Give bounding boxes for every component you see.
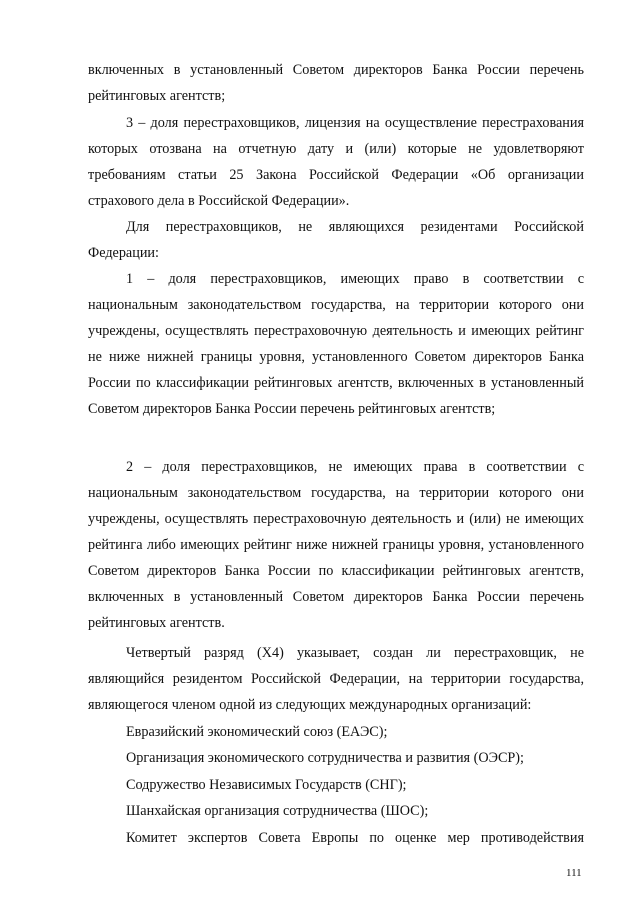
list-item: Евразийский экономический союз (ЕАЭС); [126,724,388,740]
list-item: Шанхайская организация сотрудничества (ШОС); [126,803,429,819]
paragraph-continued: Комитет экспертов Совета Европы по оценке мер противодействия [126,830,584,846]
paragraph-4: 1 – доля перестраховщиков, имеющих право в соответствии с национальным законодательством государства, на территории которого они учреждены, осуществлять перестраховочную деятельность и имеющих рейтинг не ниже нижней границы уровня, установленного Советом директоров Банка России по классификации рейтинговых агентств, включенных в установленный Советом директоров Банка России перечень рейтинговых агентств; [88,271,584,417]
paragraph-6: Четвертый разряд (Х4) указывает, создан ли перестраховщик, не являющийся резидентом Российской Федерации, на территории государства, являющегося членом одной из следующих международных организаций: [88,645,584,713]
list-item: Содружество Независимых Государств (СНГ); [126,777,407,793]
paragraph-3: Для перестраховщиков, не являющихся резидентами Российской Федерации: [88,219,584,261]
paragraph-5: 2 – доля перестраховщиков, не имеющих права в соответствии с национальным законодательством государства, на территории которого они учреждены, осуществлять перестраховочную деятельность и (или) не имеющих рейтинга либо имеющих рейтинг ниже нижней границы уровня, установленного Советом директоров Банка России по классификации рейтинговых агентств, включенных в установленный Советом директоров Банка России перечень рейтинговых агентств. [88,459,584,631]
page-number: 111 [566,867,582,879]
list-item: Организация экономического сотрудничества и развития (ОЭСР); [126,750,524,766]
paragraph-1: включенных в установленный Советом директоров Банка России перечень рейтинговых агентств; [88,62,584,104]
paragraph-2: 3 – доля перестраховщиков, лицензия на осуществление перестрахования которых отозвана на отчетную дату и (или) которые не удовлетворяют требованиям статьи 25 Закона Российской Федерации «Об организации страхового дела в Российской Федерации». [88,115,584,209]
